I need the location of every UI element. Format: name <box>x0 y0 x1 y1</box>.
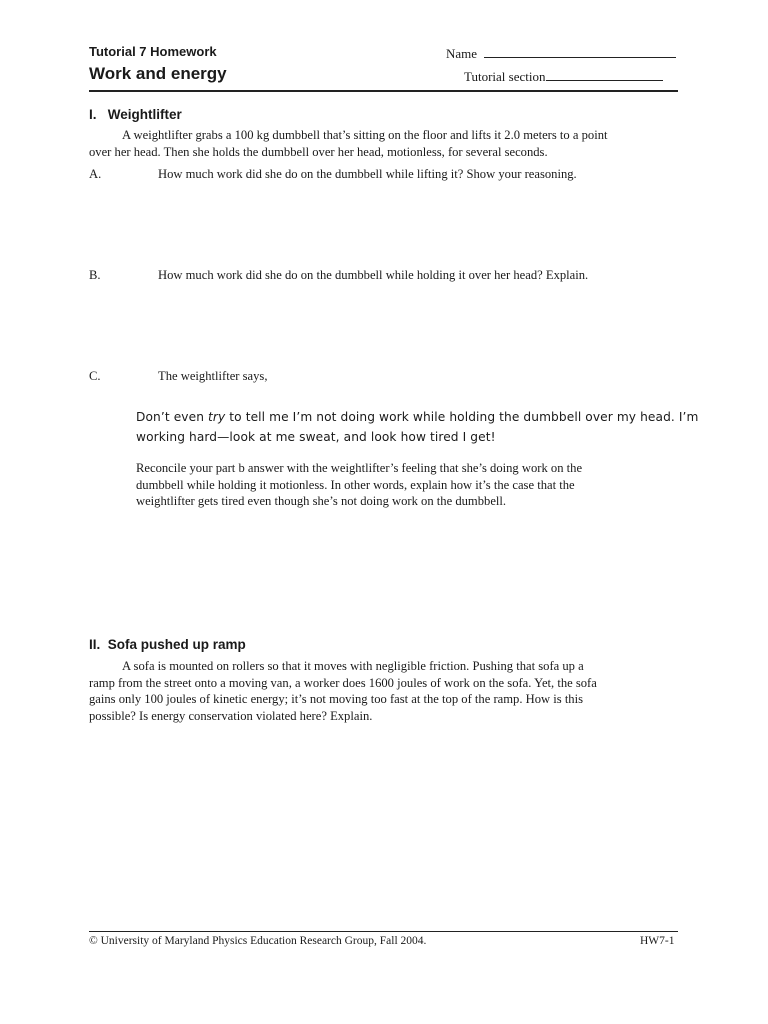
intro-line: A weightlifter grabs a 100 kg dumbbell that’s sitting on the floor and lifts it 2.0 meters to a point <box>122 128 608 142</box>
question-c-text: The weightlifter says, <box>158 369 268 383</box>
quote-emphasis: try <box>208 410 226 424</box>
question-c-letter: C. <box>89 369 101 383</box>
question-a-text: How much work did she do on the dumbbell while lifting it? Show your reasoning. <box>158 167 577 181</box>
header-rule <box>89 90 678 92</box>
section2-body <box>89 658 689 724</box>
course-label: Tutorial 7 Homework <box>89 44 217 59</box>
section1-intro <box>89 127 689 160</box>
page-id: HW7-1 <box>640 935 675 947</box>
section2-heading: II. Sofa pushed up ramp <box>89 637 246 652</box>
sofa-line: A sofa is mounted on rollers so that it moves with negligible friction. Pushing that sofa up a <box>122 659 584 673</box>
section1-heading: I. Weightlifter <box>89 107 182 122</box>
name-field <box>446 45 676 62</box>
weightlifter-quote <box>136 407 699 447</box>
section-blank <box>546 68 663 81</box>
name-blank <box>484 45 676 58</box>
reconcile-prompt <box>136 460 676 510</box>
question-a-letter: A. <box>89 167 102 181</box>
reconcile-line: dumbbell while holding it motionless. In other words, explain how it’s the case that the <box>136 477 575 492</box>
quote-line: Don’t even try to tell me I’m not doing work while holding the dumbbell over my head. I’m <box>136 410 699 424</box>
quote-line: working hard—look at me sweat, and look how tired I get! <box>136 430 496 444</box>
section-field <box>464 68 663 85</box>
footer-rule <box>89 931 678 932</box>
question-b-text: How much work did she do on the dumbbell while holding it over her head? Explain. <box>158 268 589 282</box>
intro-line: over her head. Then she holds the dumbbell over her head, motionless, for several seconds. <box>89 144 548 159</box>
sofa-line: possible? Is energy conservation violated here? Explain. <box>89 708 373 723</box>
name-label: Name <box>446 46 478 61</box>
reconcile-line: Reconcile your part b answer with the weightlifter’s feeling that she’s doing work on the <box>136 461 583 475</box>
reconcile-line: weightlifter gets tired even though she’s not doing work on the dumbbell. <box>136 494 507 508</box>
sofa-line: gains only 100 joules of kinetic energy; it’s not moving too fast at the top of the ramp. How is this <box>89 692 584 706</box>
question-b-letter: B. <box>89 268 101 282</box>
page-title: Work and energy <box>89 64 227 83</box>
copyright-notice: © University of Maryland Physics Education Research Group, Fall 2004. <box>89 935 427 947</box>
section-label: Tutorial section <box>464 69 546 84</box>
sofa-line: ramp from the street onto a moving van, a worker does 1600 joules of work on the sofa. Yet, the sofa <box>89 675 597 690</box>
